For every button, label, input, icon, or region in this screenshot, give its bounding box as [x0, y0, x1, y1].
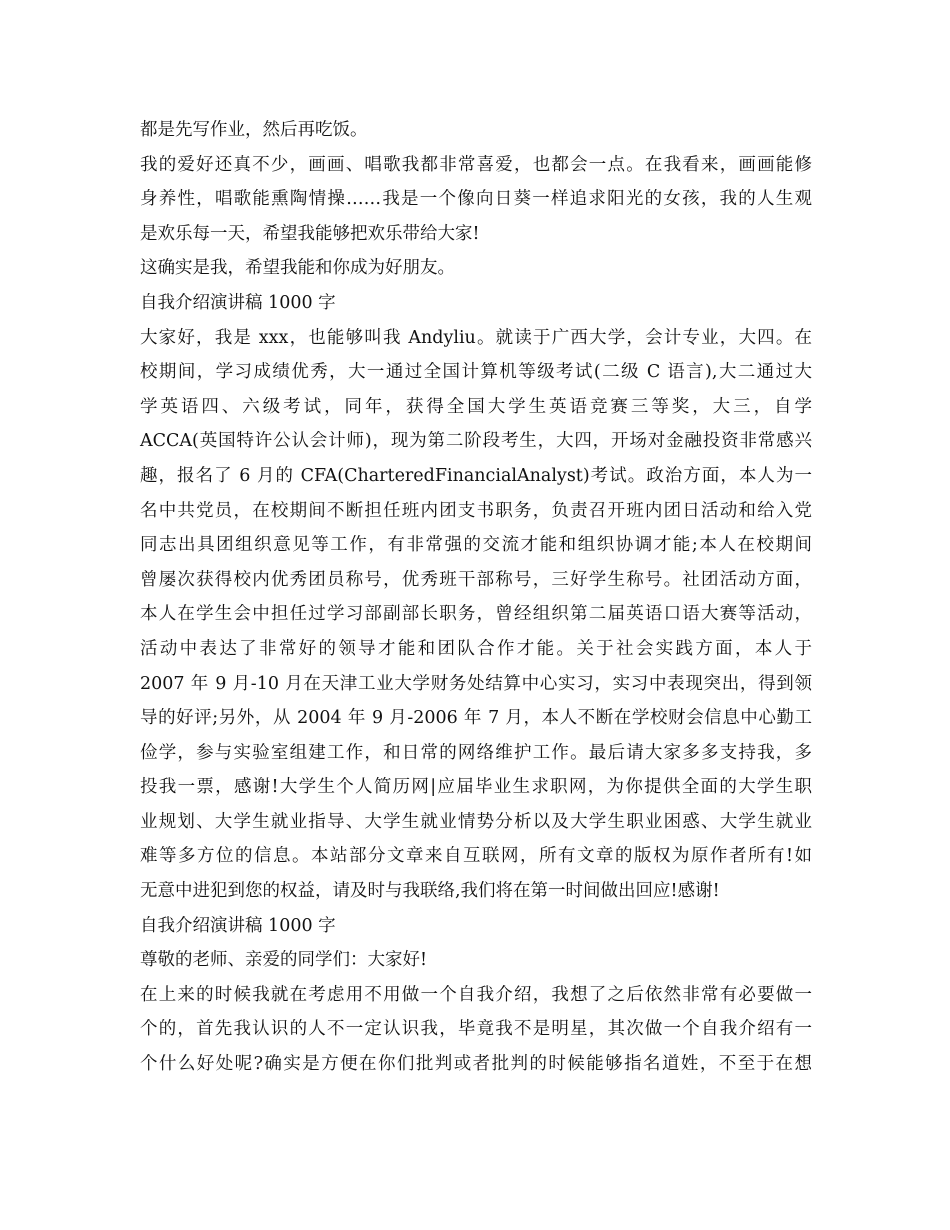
- document-body: [140, 113, 812, 1082]
- text-line: 趣，报名了 6 月的 CFA(CharteredFinancialAnalyst)考试。政治方面，本人为一: [140, 465, 812, 486]
- text-line: 曾屡次获得校内优秀团员称号，优秀班干部称号，三好学生称号。社团活动方面，: [140, 569, 812, 590]
- text-line: 都是先写作业，然后再吃饭。: [140, 120, 368, 140]
- text-line: 我的爱好还真不少，画画、唱歌我都非常喜爱，也都会一点。在我看来，画画能修: [140, 154, 812, 175]
- text-line: 2007 年 9 月-10 月在天津工业大学财务处结算中心实习，实习中表现突出，得到领: [140, 673, 812, 694]
- text-line: 名中共党员，在校期间不断担任班内团支书职务，负责召开班内团日活动和给入党: [140, 500, 812, 521]
- text-line: 学英语四、六级考试，同年，获得全国大学生英语竞赛三等奖，大三，自学: [140, 396, 812, 417]
- text-line: 自我介绍演讲稿 1000 字: [140, 915, 336, 936]
- text-line: 难等多方位的信息。本站部分文章来自互联网，所有文章的版权为原作者所有!如: [140, 846, 812, 867]
- text-line: 无意中进犯到您的权益，请及时与我联络,我们将在第一时间做出回应!感谢!: [140, 881, 720, 902]
- text-line: 身养性，唱歌能熏陶情操……我是一个像向日葵一样追求阳光的女孩，我的人生观: [140, 189, 812, 210]
- text-line: 校期间，学习成绩优秀，大一通过全国计算机等级考试(二级 C 语言),大二通过大: [140, 362, 812, 383]
- text-line: 个什么好处呢?确实是方便在你们批判或者批判的时候能够指名道姓，不至于在想: [140, 1054, 812, 1075]
- text-line: 尊敬的老师、亲爱的同学们：大家好!: [140, 950, 428, 971]
- text-line: 导的好评;另外，从 2004 年 9 月-2006 年 7 月，本人不断在学校财会信息中心勤工: [140, 708, 812, 729]
- text-line: ACCA(英国特许公认会计师)，现为第二阶段考生，大四，开场对金融投资非常感兴: [140, 431, 812, 452]
- text-line: 俭学，参与实验室组建工作，和日常的网络维护工作。最后请大家多多支持我，多: [140, 742, 812, 763]
- text-line: 在上来的时候我就在考虑用不用做一个自我介绍，我想了之后依然非常有必要做一: [140, 984, 812, 1005]
- text-line: 投我一票，感谢!大学生个人简历网|应届毕业生求职网，为你提供全面的大学生职: [140, 777, 812, 798]
- text-line: 自我介绍演讲稿 1000 字: [140, 292, 336, 313]
- text-line: 同志出具团组织意见等工作，有非常强的交流才能和组织协调才能;本人在校期间: [140, 535, 812, 556]
- text-line: 是欢乐每一天，希望我能够把欢乐带给大家!: [140, 223, 480, 244]
- text-line: 个的，首先我认识的人不一定认识我，毕竟我不是明星，其次做一个自我介绍有一: [140, 1019, 812, 1040]
- text-line: 大家好，我是 xxx，也能够叫我 Andyliu。就读于广西大学，会计专业，大四。在: [140, 327, 812, 348]
- text-line: 业规划、大学生就业指导、大学生就业情势分析以及大学生职业困惑、大学生就业: [140, 811, 812, 832]
- text-line: 这确实是我，希望我能和你成为好朋友。: [140, 258, 455, 279]
- text-line: 活动中表达了非常好的领导才能和团队合作才能。关于社会实践方面，本人于: [140, 638, 812, 659]
- text-line: 本人在学生会中担任过学习部副部长职务，曾经组织第二届英语口语大赛等活动，: [140, 604, 812, 625]
